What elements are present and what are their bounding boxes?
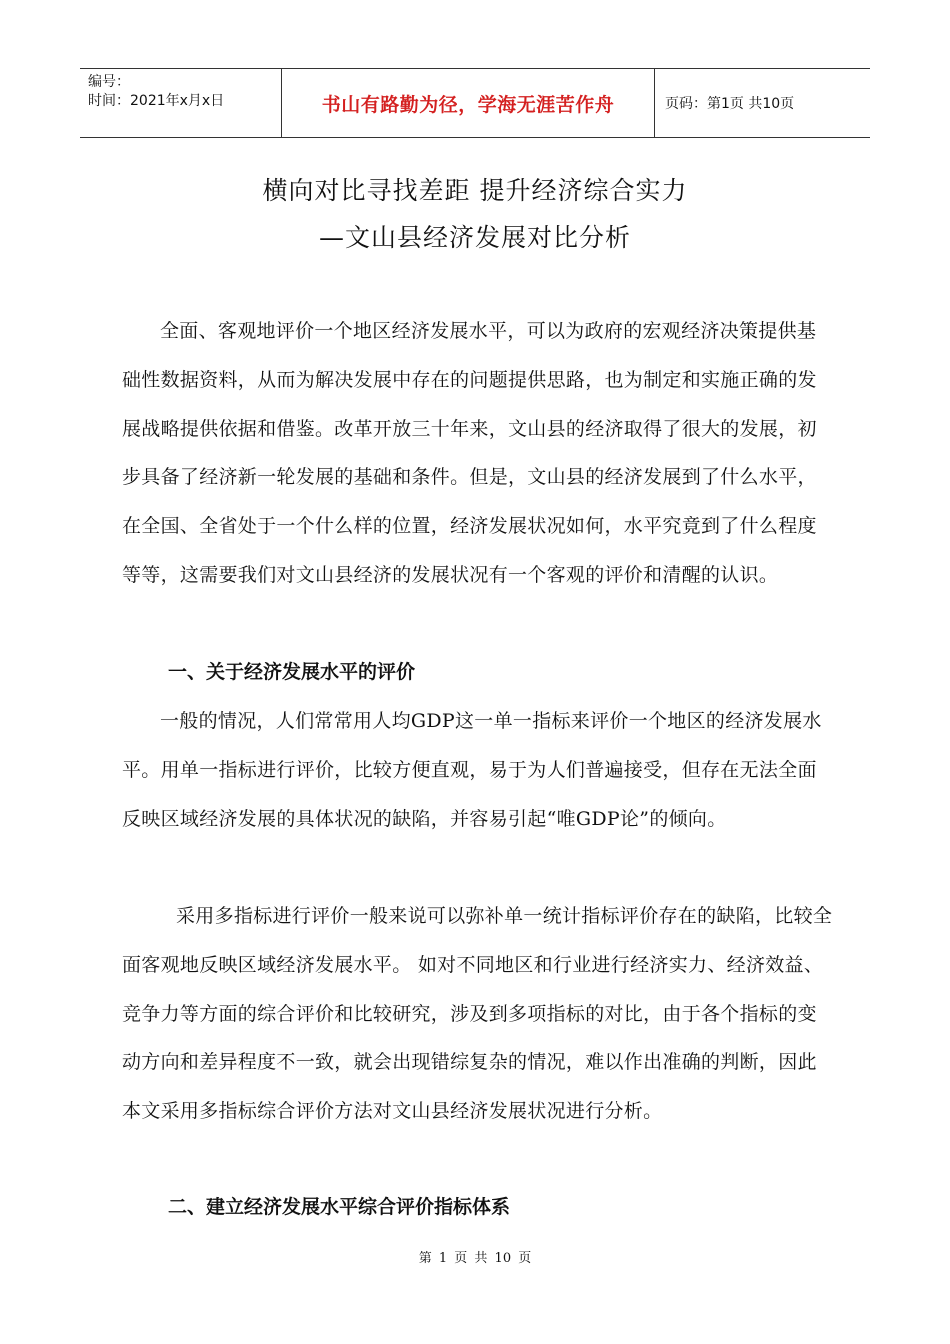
header-page-info [655,69,870,137]
document-title: 横向对比寻找差距 提升经济综合实力 [262,176,688,205]
body-paragraph: 一般的情况，人们常常用人均GDP这一单一指标来评价一个地区的经济发展水平。用单一指标进行评价，比较方便直观，易于为人们普遍接受，但存在无法全面反映区域经济发展的具体状况的缺陷，并容易引起“唯GDP论”的倾向。 [122,710,822,830]
page-info-text: 页码：第1页 共10页 [665,96,795,112]
page-footer: 第 1 页 共 10 页 [418,1251,532,1266]
body-paragraph: 采用多指标进行评价一般来说可以弥补单一统计指标评价存在的缺陷，比较全面客观地反映区域经济发展水平。 如对不同地区和行业进行经济实力、经济效益、竞争力等方面的综合评价和比较研究，涉及到多项指标的对比，由于各个指标的变动方向和差异程度不一致，就会出现错综复杂的情况，难以作出准确的判断，因此本文采用多指标综合评价方法对文山县经济发展状况进行分析。 [122,905,833,1123]
header-motto-cell [282,69,655,137]
body-paragraph: 全面、客观地评价一个地区经济发展水平，可以为政府的宏观经济决策提供基础性数据资料，从而为解决发展中存在的问题提供思路，也为制定和实施正确的发展战略提供依据和借鉴。改革开放三十年来，文山县的经济取得了很大的发展，初步具备了经济新一轮发展的基础和条件。但是，文山县的经济发展到了什么水平，在全国、全省处于一个什么样的位置，经济发展状况如何，水平究竟到了什么程度等等，这需要我们对文山县经济的发展状况有一个客观的评价和清醒的认识。 [122,320,817,586]
header-meta [80,69,282,137]
section-heading: 一、关于经济发展水平的评价 [168,661,416,683]
section-heading: 二、建立经济发展水平综合评价指标体系 [168,1196,511,1218]
time-label: 时间：2021年x月x日 [88,93,225,109]
motto-text: 书山有路勤为径，学海无涯苦作舟 [321,93,615,116]
document-subtitle: —文山县经济发展对比分析 [318,223,631,252]
number-label: 编号： [88,74,130,90]
page-header [80,68,870,138]
